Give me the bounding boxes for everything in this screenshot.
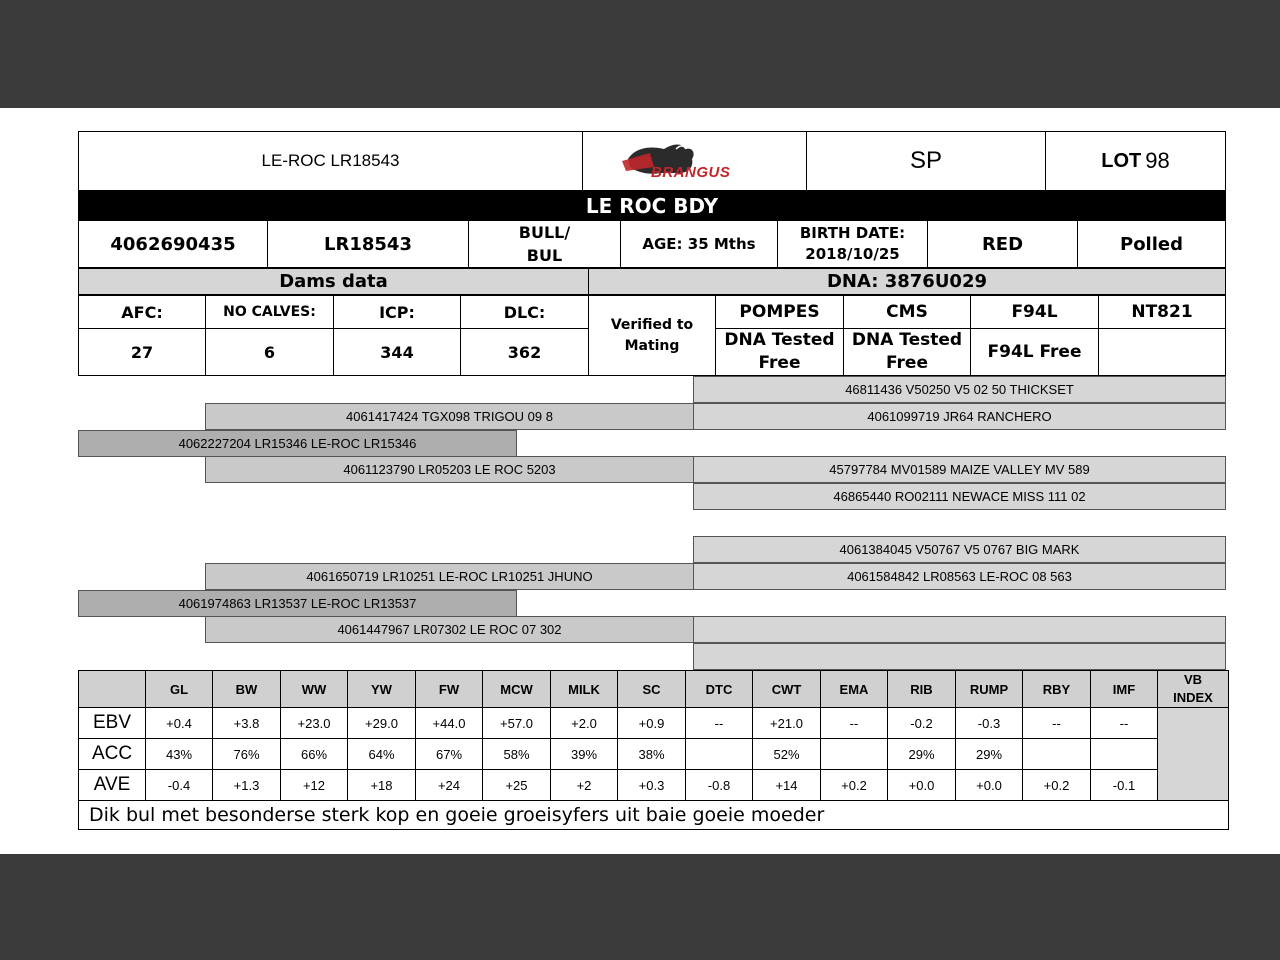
ebv-cell: --: [821, 708, 888, 739]
ave-cell: -0.8: [686, 770, 753, 801]
dna-result-line2: Free: [886, 353, 928, 373]
acc-cell: 29%: [888, 739, 956, 770]
lot-number: 98: [1145, 148, 1170, 173]
ebv-cell: +23.0: [281, 708, 348, 739]
pedigree-dsd: 4061584842 LR08563 LE-ROC 08 563: [693, 563, 1226, 590]
ebv-cell: --: [1023, 708, 1091, 739]
pedigree-dss: 4061384045 V50767 V5 0767 BIG MARK: [693, 536, 1226, 563]
lot-box: [1045, 131, 1226, 191]
ebv-cell: -0.2: [888, 708, 956, 739]
dna-result-line1: DNA Tested: [851, 330, 963, 350]
ebv-col-header: MILK: [551, 671, 618, 708]
comment-row: [79, 801, 1229, 830]
ave-cell: +25: [483, 770, 551, 801]
vb-index-line2: INDEX: [1173, 690, 1213, 705]
ebv-row: [79, 708, 1229, 739]
color: RED: [927, 220, 1078, 268]
ebv-col-header: RUMP: [956, 671, 1023, 708]
dams-header-afc: AFC:: [78, 295, 206, 329]
lot-label: LOT: [1101, 149, 1142, 172]
ave-cell: +0.2: [1023, 770, 1091, 801]
ebv-col-header: BW: [213, 671, 281, 708]
ave-cell: -0.4: [146, 770, 213, 801]
verified-line2: Mating: [624, 337, 680, 354]
dna-header-cms: CMS: [843, 295, 971, 329]
dna-header-nt821: NT821: [1098, 295, 1226, 329]
ebv-col-header: FW: [416, 671, 483, 708]
pedigree-ddd: [693, 643, 1226, 670]
ebv-col-header: EMA: [821, 671, 888, 708]
dna-result-line1: F94L Free: [987, 342, 1082, 362]
ebv-cell: +57.0: [483, 708, 551, 739]
dna-result-cms: [843, 328, 971, 376]
reg-number: LR18543: [267, 220, 469, 268]
ebv-cell: +21.0: [753, 708, 821, 739]
dams-header-dlc: DLC:: [460, 295, 589, 329]
birth-value: 2018/10/25: [805, 245, 900, 263]
ebv-cell: -0.3: [956, 708, 1023, 739]
ave-cell: +0.3: [618, 770, 686, 801]
dna-title: DNA: 3876U029: [588, 268, 1226, 295]
pedigree-dam: 4061974863 LR13537 LE-ROC LR13537: [78, 590, 517, 617]
ebv-col-header: DTC: [686, 671, 753, 708]
row-label: EBV: [79, 708, 146, 739]
title-bar: [78, 191, 1226, 220]
animal-name: LE-ROC LR18543: [78, 131, 583, 191]
ebv-cell: --: [686, 708, 753, 739]
acc-cell: [1091, 739, 1158, 770]
dna-result-f94l: [970, 328, 1099, 376]
ebv-cell: +2.0: [551, 708, 618, 739]
dna-header-f94l: F94L: [970, 295, 1099, 329]
acc-cell: 76%: [213, 739, 281, 770]
dams-header-calves: NO CALVES:: [205, 295, 334, 329]
vb-index-header: [1158, 671, 1229, 708]
ebv-header-row: [79, 671, 1229, 708]
sex: [468, 220, 621, 268]
logo-text: BRANGUS: [651, 164, 731, 181]
acc-cell: 52%: [753, 739, 821, 770]
ave-cell: +1.3: [213, 770, 281, 801]
ave-cell: +0.0: [888, 770, 956, 801]
row-label: ACC: [79, 739, 146, 770]
pedigree-dd: 4061447967 LR07302 LE ROC 07 302: [205, 616, 694, 643]
pedigree-sds: 45797784 MV01589 MAIZE VALLEY MV 589: [693, 456, 1226, 483]
pedigree-sss: 46811436 V50250 V5 02 50 THICKSET: [693, 376, 1226, 403]
pedigree-sire: 4062227204 LR15346 LE-ROC LR15346: [78, 430, 517, 457]
acc-cell: [821, 739, 888, 770]
ave-cell: +18: [348, 770, 416, 801]
acc-cell: 39%: [551, 739, 618, 770]
ebv-cell: +29.0: [348, 708, 416, 739]
birth-label: BIRTH DATE:: [799, 224, 906, 242]
grade: SP: [806, 131, 1046, 191]
acc-cell: 29%: [956, 739, 1023, 770]
dams-value-afc: 27: [78, 328, 206, 376]
acc-row: [79, 739, 1229, 770]
verified-line1: Verified to: [610, 316, 694, 333]
pedigree-ss: 4061417424 TGX098 TRIGOU 09 8: [205, 403, 694, 430]
acc-cell: 38%: [618, 739, 686, 770]
vb-index-line1: VB: [1183, 672, 1203, 687]
dna-header-pompes: POMPES: [715, 295, 844, 329]
ebv-table: [78, 670, 1229, 830]
dna-result-nt821: [1098, 328, 1226, 376]
dams-value-icp: 344: [333, 328, 461, 376]
ebv-col-header: RBY: [1023, 671, 1091, 708]
acc-cell: 67%: [416, 739, 483, 770]
ebv-col-header: SC: [618, 671, 686, 708]
acc-cell: [686, 739, 753, 770]
acc-cell: 58%: [483, 739, 551, 770]
animal-title: LE ROC BDY: [585, 193, 719, 218]
dna-result-pompes: [715, 328, 844, 376]
ave-cell: +12: [281, 770, 348, 801]
pedigree-sd: 4061123790 LR05203 LE ROC 5203: [205, 456, 694, 483]
id-number: 4062690435: [78, 220, 268, 268]
ebv-col-header: YW: [348, 671, 416, 708]
pedigree-sdd: 46865440 RO02111 NEWACE MISS 111 02: [693, 483, 1226, 510]
sex-line2: BUL: [526, 246, 563, 265]
acc-cell: 64%: [348, 739, 416, 770]
pedigree-dds: [693, 616, 1226, 643]
ebv-col-header: WW: [281, 671, 348, 708]
ebv-cell: --: [1091, 708, 1158, 739]
ave-cell: +0.0: [956, 770, 1023, 801]
dna-result-line2: Free: [758, 353, 801, 373]
ebv-corner: [79, 671, 146, 708]
birth-date: [777, 220, 928, 268]
horn-status: Polled: [1077, 220, 1226, 268]
pedigree-ssd: 4061099719 JR64 RANCHERO: [693, 403, 1226, 430]
dams-value-calves: 6: [205, 328, 334, 376]
vb-index-value: [1158, 708, 1229, 801]
dams-value-dlc: 362: [460, 328, 589, 376]
ave-row: [79, 770, 1229, 801]
sex-line1: BULL/: [518, 223, 571, 242]
ave-cell: +24: [416, 770, 483, 801]
dams-title: Dams data: [78, 268, 589, 295]
ebv-col-header: IMF: [1091, 671, 1158, 708]
ebv-col-header: RIB: [888, 671, 956, 708]
ave-cell: +14: [753, 770, 821, 801]
verified-to-mating: [588, 295, 716, 376]
ave-cell: +0.2: [821, 770, 888, 801]
ebv-cell: +3.8: [213, 708, 281, 739]
comment: Dik bul met besonderse sterk kop en goeie groeisyfers uit baie goeie moeder: [79, 801, 1229, 830]
ebv-cell: +0.4: [146, 708, 213, 739]
ebv-cell: +44.0: [416, 708, 483, 739]
ebv-col-header: CWT: [753, 671, 821, 708]
ebv-col-header: GL: [146, 671, 213, 708]
brangus-logo: [582, 131, 807, 191]
age: AGE: 35 Mths: [620, 220, 778, 268]
ave-cell: -0.1: [1091, 770, 1158, 801]
acc-cell: 66%: [281, 739, 348, 770]
acc-cell: [1023, 739, 1091, 770]
pedigree-ds: 4061650719 LR10251 LE-ROC LR10251 JHUNO: [205, 563, 694, 590]
row-label: AVE: [79, 770, 146, 801]
ave-cell: +2: [551, 770, 618, 801]
ebv-cell: +0.9: [618, 708, 686, 739]
ebv-col-header: MCW: [483, 671, 551, 708]
dna-result-line1: DNA Tested: [724, 330, 835, 350]
dams-header-icp: ICP:: [333, 295, 461, 329]
acc-cell: 43%: [146, 739, 213, 770]
